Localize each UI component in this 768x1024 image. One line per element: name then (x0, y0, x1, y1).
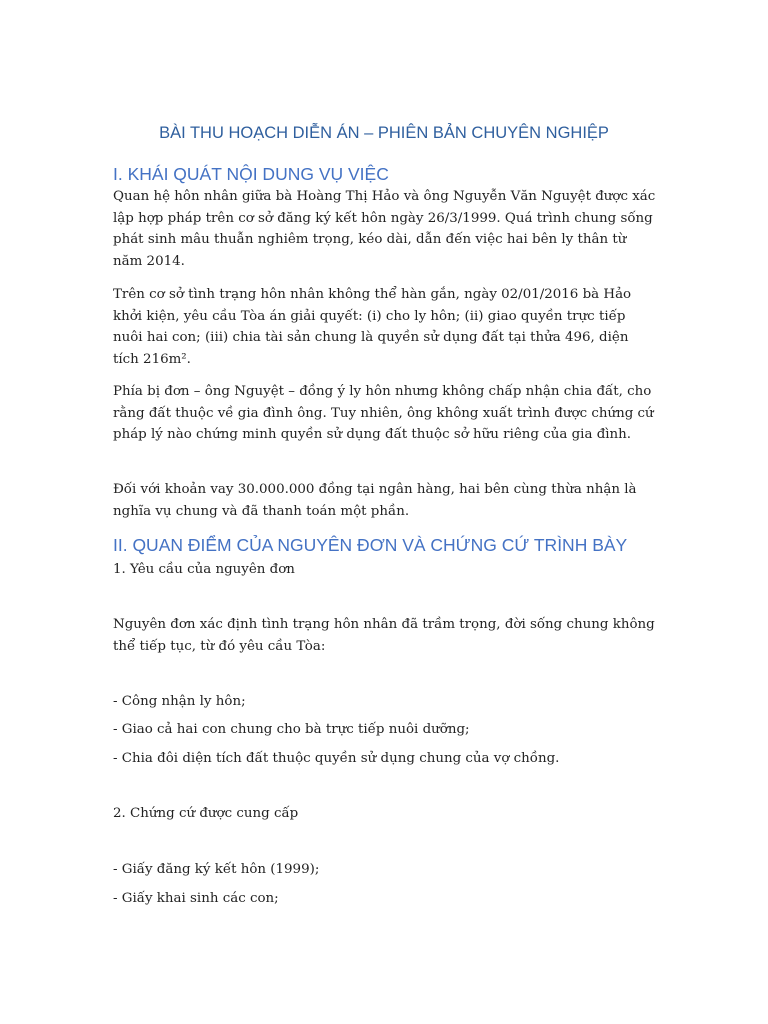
document-title: BÀI THU HOẠCH DIỄN ÁN – PHIÊN BẢN CHUYÊN NGHIỆP (159, 124, 609, 142)
section-heading-overview: I. KHÁI QUÁT NỘI DUNG VỤ VIỆC (113, 164, 389, 184)
paragraph-plaintiff-intro: Nguyên đơn xác định tình trạng hôn nhân đã trầm trọng, đời sống chung không thể tiếp tục, từ đó yêu cầu Tòa: (113, 617, 655, 654)
paragraph-marriage-background: Quan hệ hôn nhân giữa bà Hoàng Thị Hảo và ông Nguyễn Văn Nguyệt được xác lập hợp pháp trên cơ sở đăng ký kết hôn ngày 26/3/1999. Quá trình chung sống phát sinh mâu thuẫn nghiêm trọng, kéo dài, dẫn đến việc hai bên ly thân từ năm 2014. (113, 189, 656, 269)
list-item-request: - Giao cả hai con chung cho bà trực tiếp nuôi dưỡng; (113, 722, 470, 737)
list-item-evidence: - Giấy khai sinh các con; (113, 891, 279, 906)
list-item-request: - Chia đôi diện tích đất thuộc quyền sử dụng chung của vợ chồng. (113, 751, 560, 766)
section-heading-plaintiff-view: II. QUAN ĐIỂM CỦA NGUYÊN ĐƠN VÀ CHỨNG CỨ TRÌNH BÀY (113, 535, 628, 555)
list-item-request: - Công nhận ly hôn; (113, 694, 246, 709)
list-item-evidence: - Giấy đăng ký kết hôn (1999); (113, 862, 320, 877)
subheading-evidence: 2. Chứng cứ được cung cấp (113, 806, 299, 821)
paragraph-defendant-position: Phía bị đơn – ông Nguyệt – đồng ý ly hôn nhưng không chấp nhận chia đất, cho rằng đất thuộc về gia đình ông. Tuy nhiên, ông không xuất trình được chứng cứ pháp lý nào chứng minh quyền sử dụng đất thuộc sở hữu riêng của gia đình. (113, 384, 654, 442)
paragraph-lawsuit-claims: Trên cơ sở tình trạng hôn nhân không thể hàn gắn, ngày 02/01/2016 bà Hảo khởi kiện, yêu cầu Tòa án giải quyết: (i) cho ly hôn; (ii) giao quyền trực tiếp nuôi hai con; (iii) chia tài sản chung là quyền sử dụng đất tại thửa 496, diện tích 216m². (113, 287, 632, 367)
paragraph-loan-obligation: Đối với khoản vay 30.000.000 đồng tại ngân hàng, hai bên cùng thừa nhận là nghĩa vụ chung và đã thanh toán một phần. (113, 482, 637, 519)
subheading-plaintiff-requests: 1. Yêu cầu của nguyên đơn (113, 562, 295, 577)
